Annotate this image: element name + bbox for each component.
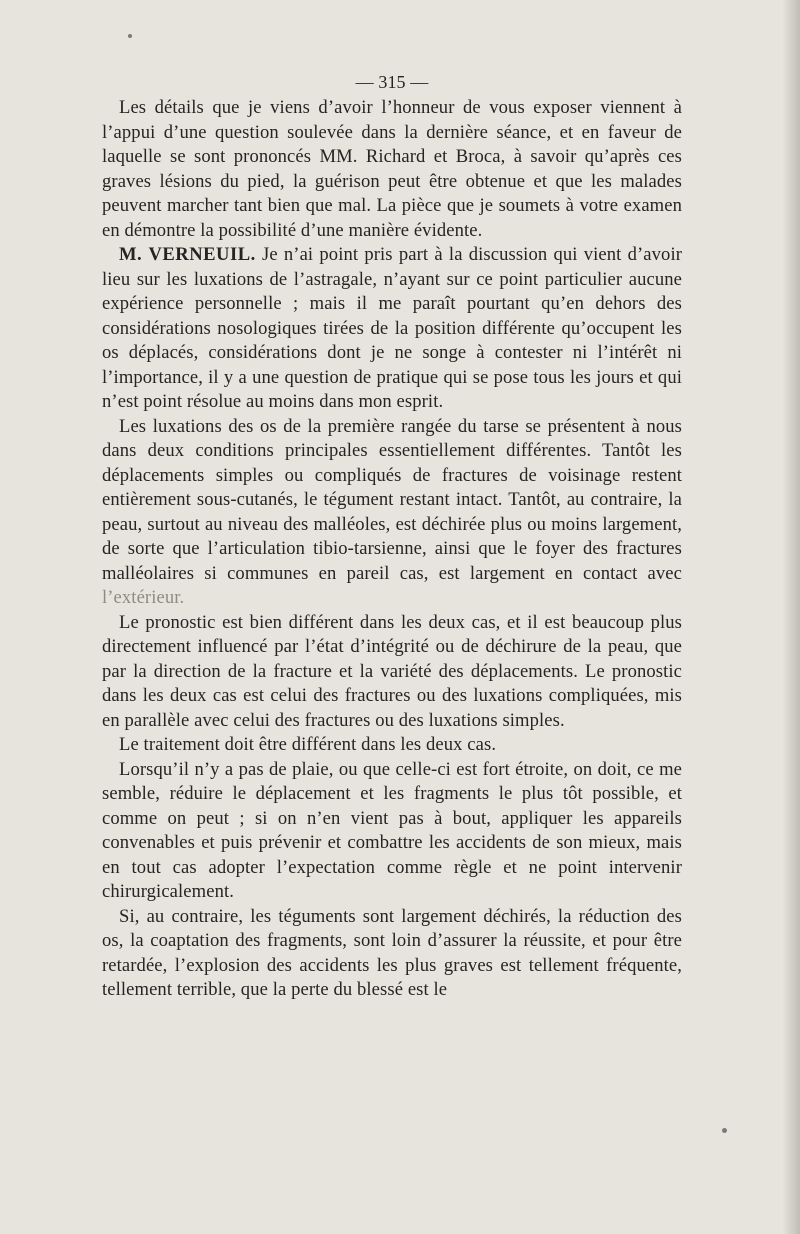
paragraph-4 [102, 611, 682, 734]
paragraph-2 [102, 243, 682, 415]
paragraph-text: Je n’ai point pris part à la discussion qui vient d’avoir lieu sur les luxations de l’astragale, n’ayant sur ce point particulier aucune expérience personnelle ; mais il me paraît pourtant qu’en dehors des considérations nosologiques tirées de la position différente qu’occupent les os déplacés, considérations dont je ne songe à contester ni l’intérêt ni l’importance, il y a une question de pratique qui se pose tous les jours et qui n’est point résolue au moins dans mon esprit. [102, 244, 682, 412]
paragraph-5 [102, 733, 682, 758]
paragraph-text: Les détails que je viens d’avoir l’honneur de vous exposer viennent à l’appui d’une question soulevée dans la dernière séance, et en faveur de laquelle se sont prononcés MM. Richard et Broca, à savoir qu’après ces graves lésions du pied, la guérison peut être obtenue et que les malades peuvent marcher tant bien que mal. La pièce que je soumets à votre examen en démontre la possibilité d’une manière évidente. [102, 97, 682, 241]
page-number: — 315 — [355, 72, 429, 92]
paragraph-7 [102, 905, 682, 1003]
paragraph-text: Le pronostic est bien différent dans les deux cas, et il est beaucoup plus directement influencé par l’état d’intégrité ou de déchirure de la peau, que par la direction de la fracture et la variété des déplacements. Le pronostic dans les deux cas est celui des fractures ou des luxations compliquées, mis en parallèle avec celui des fractures ou des luxations simples. [102, 611, 682, 731]
ink-speck [128, 34, 132, 38]
paragraph-6 [102, 758, 682, 905]
paragraph-text: Lorsqu’il n’y a pas de plaie, ou que celle-ci est fort étroite, on doit, ce me semble, réduire le déplacement et les fragments le plus tôt possible, et comme on peut ; si on n’en vient pas à bout, appliquer les appareils convenables et puis prévenir et combattre les accidents de son mieux, mais en tout cas adopter l’expectation comme règle et ne point intervenir chirurgicalement. [102, 758, 682, 902]
ink-speck [722, 1128, 727, 1133]
paragraph-3 [102, 415, 682, 611]
paragraph-1 [102, 96, 682, 243]
paragraph-text: Le traitement doit être différent dans les deux cas. [119, 734, 497, 755]
paragraph-text: Les luxations des os de la première rangée du tarse se présentent à nous dans deux conditions principales essentiellement différentes. Tantôt les déplacements simples ou compliqués de fractures de voisinage restent entièrement sous-cutanés, le tégument restant intact. Tantôt, au contraire, la peau, surtout au niveau des malléoles, est déchirée plus ou moins largement, de sorte que l’articulation tibio-tarsienne, ainsi que le foyer des fractures malléolaires si communes en pareil cas, est largement en contact avec [102, 415, 682, 584]
paragraph-text: Si, au contraire, les téguments sont largement déchirés, la réduction des os, la coaptation des fragments, sont loin d’assurer la réussite, et pour être retardée, l’explosion des accidents les plus graves est tellement fréquente, tellement terrible, que la perte du blessé est le [102, 905, 682, 1000]
speaker-name: M. VERNEUIL. [119, 244, 256, 265]
page-edge-shadow [782, 0, 800, 1234]
page-text [102, 70, 682, 1003]
faded-word: l’extérieur. [102, 587, 185, 608]
